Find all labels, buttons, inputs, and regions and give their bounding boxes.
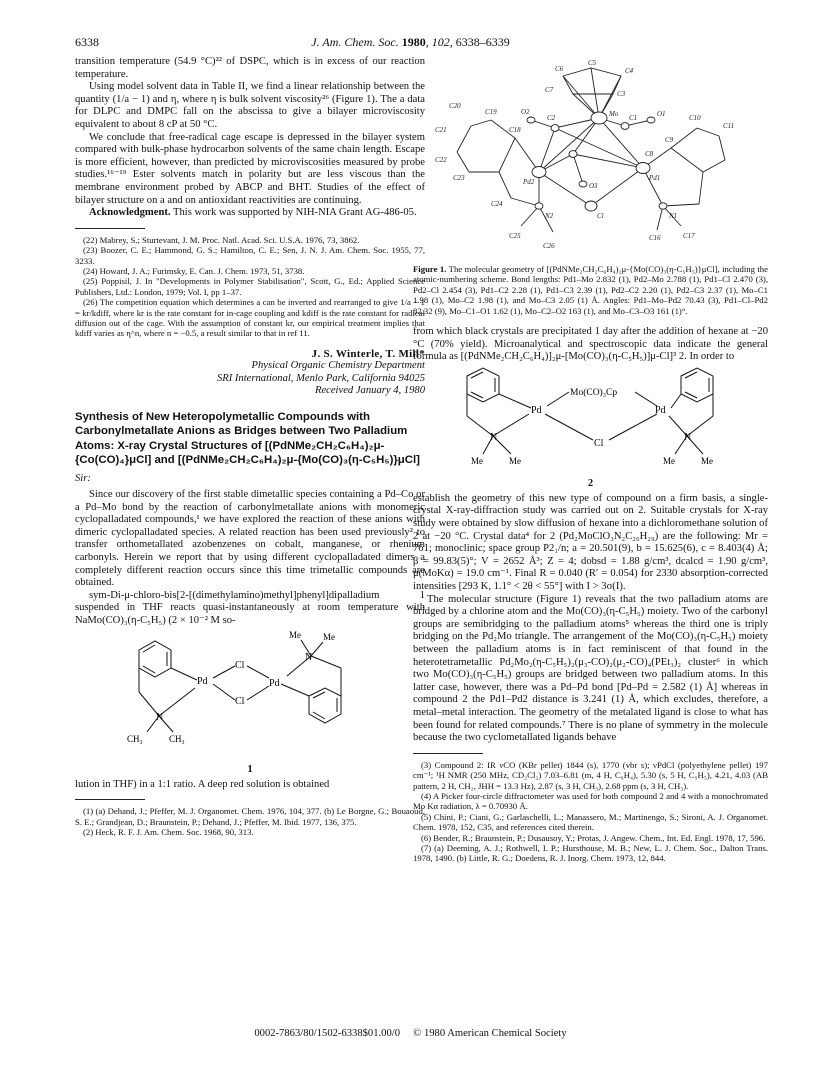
reference: (1) (a) Dehand, J.; Pfeffer, M. J. Organomet. Chem. 1976, 104, 377. (b) Le Borgne, G.; Bouaoud, S. E.; Grandjean, D.; Braunstein, P.; Dehand, J.; Pfeffer, M. Ibid. 1977, 136, 375. bbox=[75, 806, 425, 827]
paragraph: Using model solvent data in Table II, we find a linear relationship between the quantity (1/a − 1) and η, where η is bulk solvent viscosity²⁶ (Figure 1). The a data for DLPC and DMPC fall on the abscissa to give a bilayer microviscosity equivalent to about 8 cP at 50 °C. bbox=[75, 81, 425, 130]
figure-1-ortep bbox=[413, 56, 768, 256]
reference: (23) Boozer, C. E.; Hammond, G. S.; Hamilton, C. E.; Sen, J. N. J. Am. Chem. Soc. 1955, 77, 3233. bbox=[75, 245, 425, 266]
references-right bbox=[413, 760, 768, 864]
n-label: N bbox=[156, 711, 164, 723]
atom-label: C3 bbox=[617, 90, 626, 98]
structure-1-diagram bbox=[75, 628, 425, 758]
page-footer bbox=[0, 1028, 821, 1039]
pd-label: Pd bbox=[531, 404, 542, 416]
atom-label: C22 bbox=[435, 156, 447, 164]
cl-label: Cl bbox=[235, 659, 245, 671]
atom-label: Cl bbox=[597, 212, 604, 220]
caption-text: The molecular geometry of [(PdNMe₂CH₂C₆H₄)₂μ-{Mo(CO)₃(η-C₅H₅)}μCl], including the atomic-numbering scheme. Bond lengths: Pd1–Mo 2.832 (1), Pd2–Mo 2.788 (1), Pd1–Cl 2.470 (3), Pd2–Cl 2.454 (3), Pd1–C2 2.28 (1), Pd1–C3 2.39 (1), Pd2–C2 2.20 (1), Pd2–C3 2.37 (1), Mo–C1 1.98 (1), Mo–C2 1.98 (1), and Mo–C3 2.05 (1) Å. Angles: Pd1–Mo–Pd2 70.43 (3), Pd1–Cl–Pd2 82.32 (9), Mo–C1–O1 1.62 (1), Mo–C2–O2 163 (1), and Mo–C3–O3 161 (1)°. bbox=[413, 264, 768, 316]
paragraph: Since our discovery of the first stable dimetallic species containing a Pd–Co or a Pd–Mo bond by the reaction of carbonylmetallate anions with monomeric cyclopalladated compounds,¹ we have explored the reaction of these anions with dimeric cyclopalladated species. A related reaction has been used previously² to transfer orthometallated azobenzenes on cobalt, manganese, or rhenium carbonyls. Herein we report that by using different cyclopalladated dimers a completely different reaction occurs since this time trimetallic compounds are obtained. bbox=[75, 488, 425, 589]
figure-1-caption bbox=[413, 264, 768, 316]
atom-label: C1 bbox=[629, 114, 638, 122]
affiliation: Physical Organic Chemistry Department bbox=[251, 359, 425, 371]
atom-label: O3 bbox=[589, 182, 598, 190]
reference: (3) Compound 2: IR νCO (KBr pellet) 1844 (s), 1770 (vbr s); νPdCl (polyethylene pellet) 197 cm⁻¹; ¹H NMR (250 MHz, CD₂Cl₂) 7.03–6.81 (m, 4 H, C₆H₄), 5.30 (s, 5 H, C₅H₅), 4.21, 4.03 (AB pattern, 2 H, CH₂, JHH = 13.3 Hz), 2.87 (s, 3 H, CH₃), 2.68 ppm (s, 3 H, CH₃). bbox=[413, 759, 768, 791]
running-header: J. Am. Chem. Soc. 1980, 102, 6338–6339 bbox=[311, 35, 510, 49]
atom-label: C7 bbox=[545, 86, 554, 94]
atom-label: C25 bbox=[509, 232, 521, 240]
paragraph: from which black crystals are precipitated 1 day after the addition of hexane at −20 °C (70% yield). Microanalytical and spectroscopic data indicate the general formula as [(PdNMe₂CH₂C₆H₄)]₂μ-[Mo(CO)₃(η-C₅H₅)]μ-Cl]³ 2. In order to bbox=[413, 326, 768, 363]
page-number: 6338 bbox=[75, 35, 99, 49]
footnote-rule bbox=[413, 753, 483, 754]
atom-label: C5 bbox=[588, 59, 597, 67]
left-column bbox=[75, 56, 425, 837]
atom-label: C8 bbox=[645, 150, 654, 158]
atom-label: N2 bbox=[545, 212, 554, 220]
cl-label: Cl bbox=[594, 437, 604, 449]
references-left-bottom bbox=[75, 806, 425, 837]
salutation: Sir: bbox=[75, 472, 91, 484]
atom-label: C6 bbox=[555, 65, 564, 73]
me-label: Me bbox=[509, 455, 521, 466]
journal-pages: 6338–6339 bbox=[455, 35, 510, 49]
reference: (6) Bender, R.; Braunstein, P.; Dusausoy, Y.; Protas, J. Angew. Chem., Int. Ed. Engl. 1978, 17, 596. bbox=[421, 832, 766, 843]
pd-label: Pd bbox=[197, 675, 208, 687]
atom-label: C11 bbox=[723, 122, 735, 130]
cl-label: Cl bbox=[235, 695, 245, 707]
atom-label: Pd2 bbox=[523, 178, 535, 186]
paragraph: lution in THF) in a 1:1 ratio. A deep red solution is obtained bbox=[75, 778, 330, 790]
me-label: Me bbox=[701, 455, 713, 466]
structure-2-diagram bbox=[413, 364, 768, 472]
atom-label: C16 bbox=[649, 234, 661, 242]
atom-label: C2 bbox=[547, 114, 556, 122]
ch3-label: CH₃ bbox=[169, 733, 185, 744]
n-label: N bbox=[305, 651, 313, 663]
copyright: © 1980 American Chemical Society bbox=[413, 1028, 567, 1039]
paragraph: We conclude that free-radical cage escape is depressed in the bilayer system compared with bulk-phase hydrocarbon solvents of the same chain length. Escape is more efficient, however, than predicted by microviscosities measured by probe studies.¹⁶⁻¹⁹ Ester solvents match in polarity but are less viscous than the membrane environment probed by ABCP and BHT. Studies of the effect of bilayer structure on a and on antioxidant reactivities are continuing. bbox=[75, 131, 425, 206]
me-label: Me bbox=[323, 631, 335, 642]
reference: (22) Mabrey, S.; Sturtevant, J. M. Proc. Natl. Acad. Sci. U.S.A. 1976, 73, 3862. bbox=[83, 234, 360, 245]
n-label: N bbox=[684, 431, 692, 443]
ack-text: This work was supported by NIH-NIA Grant AG-486-05. bbox=[172, 207, 417, 219]
atom-label: C20 bbox=[449, 102, 461, 110]
paragraph: establish the geometry of this new type of compound on a firm basis, a single-crystal X-ray-diffraction study was carried out on 2. Suitable crystals for X-ray study were obtained by slow diffusion of hexane into a dichloromethane solution of 2 at −20 °C. Crystal data⁴ for 2 (Pd₂MoClO₃N₂C₂₆H₂₉) are the following: Mr = 761; monoclinic; space group P2₁/n; a = 20.501(9), b = 15.625(6), c = 8.403(4) Å; β = 99.83(5)°; V = 2652 Å³; Z = 4; dobsd = 1.88 g/cm³, dcalcd = 1.90 g/cm³, μ(MoKα) = 19.0 cm⁻¹. Final R = 0.040 (R′ = 0.054) for 2330 absorption-corrected intensities [293 K, 1.1° < 2θ < 55°] with I > 3σ(I). bbox=[413, 492, 768, 592]
me-label: Me bbox=[663, 455, 675, 466]
me-label: Me bbox=[289, 629, 301, 640]
reference: (24) Howard, J. A.; Furimsky, E. Can. J. Chem. 1973, 51, 3738. bbox=[83, 265, 305, 276]
journal-volume: 102 bbox=[431, 35, 450, 49]
moco-label: Mo(CO)₃Cp bbox=[570, 387, 618, 398]
figure-label: Figure 1. bbox=[413, 264, 447, 274]
pd-label: Pd bbox=[269, 677, 280, 689]
n-label: N bbox=[490, 431, 498, 443]
atom-label: C4 bbox=[625, 67, 634, 75]
paragraph: The molecular structure (Figure 1) reveals that the two palladium atoms are bridged by a chlorine atom and the Mo(CO)₃(η-C₅H₅) moiety. Two of the carbonyl groups are semibridging to the palladium atoms⁵ whereas the third one is triply bridging on the Pd₂Mo triangle. The arrangement of the Mo(CO)₃(η-C₅H₅) moiety between the palladium atoms is in fact reminiscent of that found in the heterotetrametallic Pd₂Mo₂(η-C₅H₅)₂(μ₃-CO)₂(μ₂-CO)₄(PEt₃)₂ cluster⁶ in which two Mo(CO)₃(η-C₅H₅) groups are bridged between two palladium atoms. In this latter case, however, there was a Pd–Pd bond [Pd–Pd = 2.582 (1) Å] whereas in compound 2 the Pd1–Pd2 distance is 3.241 (1) Å, which excludes, therefore, a metal–metal interaction. The geometry of the metalated ligand is close to what has been found for related compounds.⁷ There is no plane of symmetry in the molecule because the two cyclometallated ligands behave bbox=[413, 593, 768, 744]
reference: (2) Heck, R. F. J. Am. Chem. Soc. 1968, 90, 313. bbox=[83, 826, 254, 837]
received-date: Received January 4, 1980 bbox=[314, 385, 425, 397]
atom-label: C24 bbox=[491, 200, 503, 208]
atom-label: C18 bbox=[509, 126, 521, 134]
me-label: Me bbox=[471, 455, 483, 466]
article-code: 0002-7863/80/1502-6338$01.00/0 bbox=[254, 1028, 401, 1039]
compound-number: 2 bbox=[587, 477, 594, 489]
right-column bbox=[413, 56, 768, 864]
compound-number: 1 bbox=[247, 763, 253, 775]
authors: J. S. Winterle, T. Mill* bbox=[311, 347, 425, 360]
footnote-rule bbox=[75, 799, 145, 800]
journal-year: 1980 bbox=[401, 35, 426, 49]
article-title: Synthesis of New Heteropolymetallic Compounds with Carbonylmetallate Anions as Bridges between Two Palladium Atoms: X-ray Crystal Structures of [(PdNMe₂CH₂C₆H₄)₂μ-{Co(CO)₄}μCl] and [(PdNMe₂CH₂C₆H₄)₂μ-{Mo(CO)₃(η-C₅H₅)}μCl] bbox=[75, 411, 420, 466]
ack-label: Acknowledgment. bbox=[89, 207, 171, 219]
atom-label: C9 bbox=[665, 136, 674, 144]
atom-label: C10 bbox=[689, 114, 701, 122]
atom-label: C17 bbox=[683, 232, 695, 240]
atom-label: Mo bbox=[609, 110, 619, 118]
reference: (5) Chini, P.; Ciani, G.; Garlaschelli, L.; Manassero, M.; Martinengo, S.; Sironi, A. J. Organomet. Chem. 1978, 152, C35, and references cited therein. bbox=[413, 811, 768, 833]
atom-label: C21 bbox=[435, 126, 447, 134]
affiliation: SRI International, Menlo Park, California 94025 bbox=[216, 372, 425, 384]
footnote-rule bbox=[75, 228, 145, 229]
pd-label: Pd bbox=[655, 404, 666, 416]
reference: (25) Poppisil, J. In "Developments in Polymer Stabilisation", Scott, G., Ed.; Applied Science Publishers, Ltd.: London, 1979; Vol. I, pp 1–37. bbox=[75, 276, 425, 297]
atom-label: C26 bbox=[543, 242, 555, 250]
paragraph: transition temperature (54.9 °C)²² of DSPC, which is in excess of our reaction temperature. bbox=[75, 56, 425, 80]
reference: (4) A Picker four-circle diffractometer was used for both compound 2 and 4 with a monochromated Mo Kα radiation, λ = 0.70930 Å. bbox=[413, 790, 768, 812]
atom-label: C19 bbox=[485, 108, 497, 116]
atom-label: O2 bbox=[521, 108, 530, 116]
paragraph: sym-Di-μ-chloro-bis[2-[(dimethylamino)methyl]phenyl]dipalladium 1 suspended in THF reacts quasi-instantaneously at room temperature with NaMo(CO)₃(η-C₅H₅) (2 × 10⁻² M so- bbox=[75, 589, 425, 626]
atom-label: C23 bbox=[453, 174, 465, 182]
reference: (26) The competition equation which determines a can be inverted and rearranged to give 1/a − 1 = kr/kdiff, where kr is the rate constant for in-cage coupling and kdiff is the rate constant for radical diffusion out of the cage. With the assumption of constant kr, our empirical treatment implies that kdiff varies as η^n, where n = −0.5, a result similar to that in ref 11. bbox=[75, 297, 425, 339]
acknowledgment bbox=[75, 207, 425, 220]
atom-label: O1 bbox=[657, 110, 666, 118]
references-left bbox=[75, 235, 425, 339]
atom-label: N1 bbox=[669, 212, 678, 220]
reference: (7) (a) Deeming, A. J.; Rothwell, I. P.; Hursthouse, M. B.; New, L. J. Chem. Soc., Dalton Trans. 1978, 1490. (b) Little, R. G.; Doedens, R. J. Inorg. Chem. 1973, 12, 844. bbox=[413, 842, 768, 864]
ch3-label: CH₃ bbox=[127, 733, 143, 744]
journal-name: J. Am. Chem. Soc. bbox=[311, 35, 399, 49]
atom-label: Pd1 bbox=[649, 174, 661, 182]
